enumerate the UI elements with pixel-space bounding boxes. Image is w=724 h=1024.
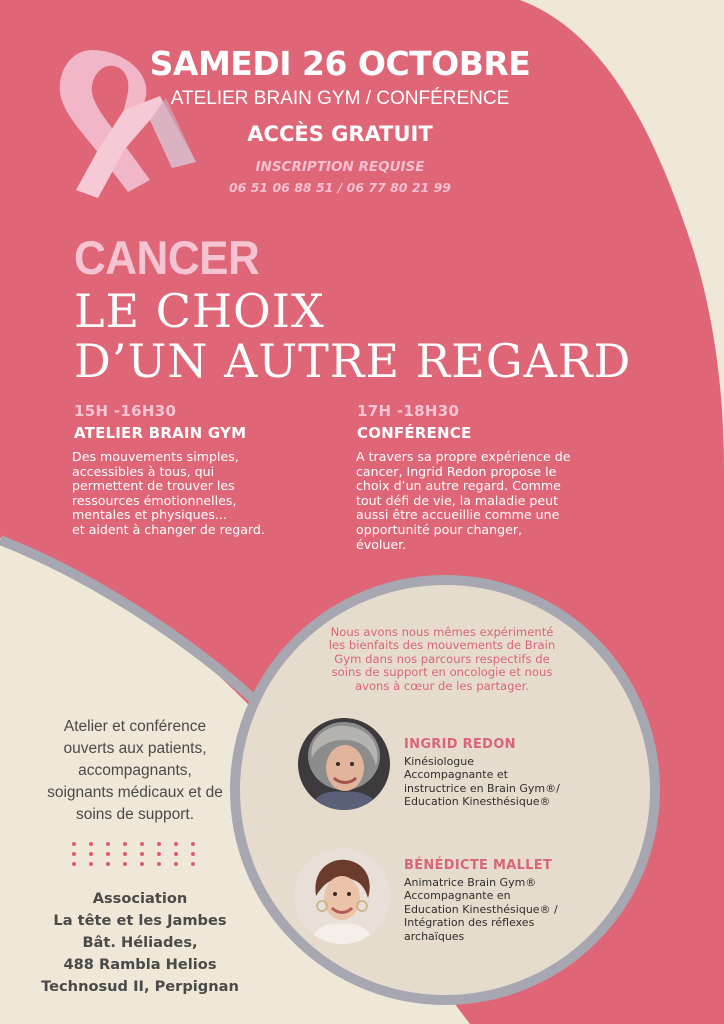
text-line: Nous avons nous mêmes expérimenté — [330, 625, 554, 639]
dot — [123, 842, 127, 846]
text-line: évoluer. — [356, 536, 407, 552]
text-line: Atelier et conférence — [63, 718, 207, 735]
text-line: soignants médicaux et de — [47, 784, 223, 801]
session-2-description — [356, 450, 616, 552]
dot — [72, 862, 76, 866]
text-line: Intégration des réflexes — [404, 916, 535, 930]
dot — [191, 842, 195, 846]
text-line: instructrice en Brain Gym®/ — [404, 781, 560, 795]
text-line: Education Kinesthésique® — [404, 795, 551, 809]
access-label: ACCÈS GRATUIT — [247, 122, 433, 146]
headline-word: CANCER — [74, 232, 260, 285]
dot — [72, 852, 76, 856]
text-line: Kinésiologue — [404, 755, 475, 768]
text-line: accompagnants, — [78, 762, 192, 779]
dot — [140, 862, 144, 866]
text-line: 488 Rambla Helios — [63, 956, 217, 973]
dot — [157, 842, 161, 846]
session-1-time: 15H -16H30 — [74, 402, 177, 420]
dot — [174, 852, 178, 856]
text-line: tout défi de vie, la maladie peut — [356, 492, 559, 508]
text-line: mentales et physiques... — [72, 507, 227, 523]
text-line: cancer, Ingrid Redon propose le — [356, 463, 557, 479]
text-line: et aident à changer de regard. — [72, 521, 265, 537]
dot — [89, 842, 93, 846]
text-line: opportunité pour changer, — [356, 521, 523, 537]
dot — [174, 862, 178, 866]
dot — [106, 842, 110, 846]
dot — [140, 852, 144, 856]
presenter-1-name: INGRID REDON — [404, 737, 516, 752]
inscription-label: INSCRIPTION REQUISE — [255, 159, 425, 175]
text-line: avons à cœur de les partager. — [355, 678, 529, 693]
event-subtitle: ATELIER BRAIN GYM / CONFÉRENCE — [170, 88, 510, 109]
text-line: archaïques — [404, 929, 465, 943]
dot — [106, 862, 110, 866]
text-line: choix d’un autre regard. Comme — [356, 478, 561, 494]
text-line: Animatrice Brain Gym® — [404, 876, 537, 889]
session-1-title: ATELIER BRAIN GYM — [74, 424, 247, 442]
text-line: soins de support. — [75, 806, 195, 823]
audience-text — [30, 716, 240, 826]
text-line: Des mouvements simples, — [72, 449, 239, 464]
session-2-title: CONFÉRENCE — [357, 424, 472, 442]
text-line: A travers sa propre expérience de — [356, 449, 571, 464]
text-line: ressources émotionnelles, — [72, 492, 237, 508]
dot — [89, 862, 93, 866]
dot — [191, 852, 195, 856]
text-line: Bât. Héliades, — [82, 934, 198, 951]
presenter-1-roles — [404, 755, 614, 809]
text-line: soins de support en oncologie et nous — [331, 665, 553, 680]
presenter-2-roles — [404, 876, 614, 943]
presenter-2-name: BÉNÉDICTE MALLET — [404, 858, 553, 873]
association-address — [20, 888, 260, 998]
text-line: Association — [92, 890, 188, 907]
text-line: aussi être accueillie comme une — [356, 507, 560, 523]
circle-intro-text — [318, 626, 566, 693]
dot — [157, 862, 161, 866]
headline-line-1: LE CHOIX — [74, 284, 325, 338]
text-line: Technosud II, Perpignan — [41, 978, 239, 995]
text-line: La tête et les Jambes — [53, 912, 227, 929]
dot — [191, 862, 195, 866]
dot — [123, 862, 127, 866]
text-line: permettent de trouver les — [72, 478, 235, 494]
event-date: SAMEDI 26 OCTOBRE — [149, 44, 531, 83]
text-line: Gym dans nos parcours respectifs de — [334, 651, 550, 666]
dot — [72, 842, 76, 846]
text-line: Education Kinesthésique® / — [404, 902, 558, 916]
dot — [157, 852, 161, 856]
phone-numbers: 06 51 06 88 51 / 06 77 80 21 99 — [228, 180, 452, 195]
text-line: les bienfaits des mouvements de Brain — [328, 638, 556, 653]
session-2-time: 17H -18H30 — [357, 402, 460, 420]
dot — [174, 842, 178, 846]
dot — [123, 852, 127, 856]
dot — [89, 852, 93, 856]
headline-line-2: D’UN AUTRE REGARD — [74, 334, 632, 388]
text-line: ouverts aux patients, — [63, 740, 207, 757]
dot — [140, 842, 144, 846]
text-line: Accompagnante en — [404, 889, 511, 903]
avatar-benedicte-mallet — [294, 848, 390, 944]
avatar-ingrid-redon — [298, 718, 390, 810]
text-line: Accompagnante et — [404, 768, 508, 782]
text-line: accessibles à tous, qui — [72, 463, 215, 479]
dot — [106, 852, 110, 856]
session-1-description — [72, 450, 312, 538]
